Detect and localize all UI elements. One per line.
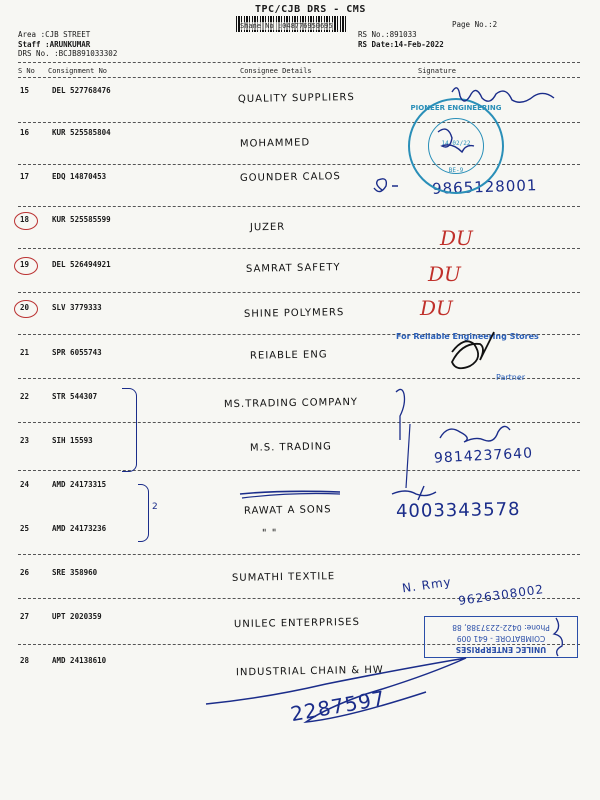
row-20-sno: 20 (20, 303, 30, 312)
unilec-stamp-name: UNILEC ENTERPRISES (455, 645, 547, 654)
row-25-sno: 25 (20, 524, 30, 533)
row-26-consignee: SUMATHI TEXTILE (231, 571, 336, 584)
signature-row-15 (452, 88, 554, 102)
row-24-sno: 24 (20, 480, 30, 489)
stamp-company-name: PIONEER ENGINEERING (410, 104, 502, 112)
row-21-sno: 21 (20, 348, 30, 357)
phone-row-23: 9814237640 (433, 445, 534, 467)
signature-row-16 (438, 129, 474, 152)
row-18-consignee: JUZER (249, 221, 286, 234)
row-17-consignee: GOUNDER CALOS (239, 171, 341, 184)
bottom-number: 2287597 (288, 685, 388, 727)
row-19-consignee: SAMRAT SAFETY (245, 262, 341, 275)
unilec-stamp-phone: Phone: 0422-2237388, 88 (452, 623, 550, 632)
row-15-consignee: QUALITY SUPPLIERS (237, 91, 355, 106)
row-16-consignment: KUR 525585804 (52, 128, 111, 137)
row-28-consignee: INDUSTRIAL CHAIN & HW (235, 664, 384, 679)
row-22-sno: 22 (20, 392, 30, 401)
row-16-sno: 16 (20, 128, 30, 137)
row-27-consignment: UPT 2020359 (52, 612, 102, 621)
column-header-signature: Signature (418, 67, 456, 75)
row-26-sno: 26 (20, 568, 30, 577)
row-27-consignee: UNILEC ENTERPRISES (233, 616, 361, 631)
partner-stamp-line1: For Reliable Engineering Stores (396, 332, 539, 341)
drs-number: DRS No. :BCJB891033302 (18, 49, 118, 58)
row-16-consignee: MOHAMMED (239, 137, 311, 150)
row-21-consignment: SPR 6055743 (52, 348, 102, 357)
row-24-consignee: RAWAT A SONS (243, 504, 332, 517)
signature-row-17-prefix (374, 179, 398, 192)
row-17-sno: 17 (20, 172, 30, 181)
row-15-consignment: DEL 527768476 (52, 86, 111, 95)
name-row-26: N. Rmy (401, 574, 453, 596)
du-mark-20: DU (420, 296, 453, 320)
row-19-consignment: DEL 526494921 (52, 260, 111, 269)
barcode-number: Shane No :048776950695 (240, 22, 333, 30)
phone-row-24: 4003343578 (395, 498, 521, 523)
signature-row-21 (452, 332, 494, 368)
phone-row-17: 9865128001 (431, 176, 538, 198)
row-24-consignment: AMD 24173315 (52, 480, 107, 489)
unilec-stamp-city: COIMBATORE - 641 009 (456, 634, 546, 643)
row-18-sno: 18 (20, 215, 30, 224)
row-21-consignee: REIABLE ENG (249, 349, 328, 362)
row-23-consignment: SIH 15593 (52, 436, 93, 445)
row-20-consignee: SHINE POLYMERS (243, 307, 345, 320)
row-23-sno: 23 (20, 436, 30, 445)
row-25-consignee: " " (261, 527, 278, 540)
partner-stamp-line2: Partner (496, 373, 526, 382)
row-22-consignee: MS.TRADING COMPANY (223, 396, 359, 411)
stamp-date: 14/02/22 (441, 140, 471, 147)
row-23-consignee: M.S. TRADING (249, 441, 332, 454)
stamp-code: BE-9 (448, 167, 464, 174)
row-27-sno: 27 (20, 612, 30, 621)
row-25-consignment: AMD 24173236 (52, 524, 107, 533)
du-mark-19: DU (428, 262, 461, 286)
area-label: Area :CJB STREET (18, 30, 91, 39)
phone-row-26: 9626308002 (457, 582, 545, 608)
signature-row-23 (440, 426, 510, 442)
signature-row-23-line (406, 424, 410, 488)
row-26-consignment: SRE 358960 (52, 568, 98, 577)
strikethrough-row-24b (242, 494, 340, 499)
column-header-sno: S No (18, 67, 35, 75)
signature-row-22-hook (396, 389, 405, 440)
staff-label: Staff :ARUNKUMAR (18, 39, 91, 49)
row-20-consignment: SLV 3779333 (52, 303, 102, 312)
row-22-consignment: STR 544307 (52, 392, 98, 401)
rs-number: RS No.:891033 (358, 30, 417, 39)
column-header-details: Consignee Details (240, 67, 312, 75)
row-17-consignment: EDQ 14870453 (52, 172, 107, 181)
du-mark-18: DU (440, 226, 473, 250)
bottom-flourish (206, 658, 466, 722)
row-18-consignment: KUR 525585599 (52, 215, 111, 224)
row-28-sno: 28 (20, 656, 30, 665)
report-title: TPC/CJB DRS - CMS (255, 4, 366, 15)
signature-row-27 (554, 618, 562, 656)
bracket-mark: 2 (152, 502, 159, 512)
row-15-sno: 15 (20, 86, 30, 95)
column-header-consignment: Consignment No (48, 67, 108, 75)
rs-date: RS Date:14-Feb-2022 (358, 39, 444, 49)
row-19-sno: 19 (20, 260, 30, 269)
signature-row-24-scratch (392, 486, 436, 500)
page-number: Page No.:2 (452, 20, 498, 29)
row-28-consignment: AMD 24138610 (52, 656, 107, 665)
